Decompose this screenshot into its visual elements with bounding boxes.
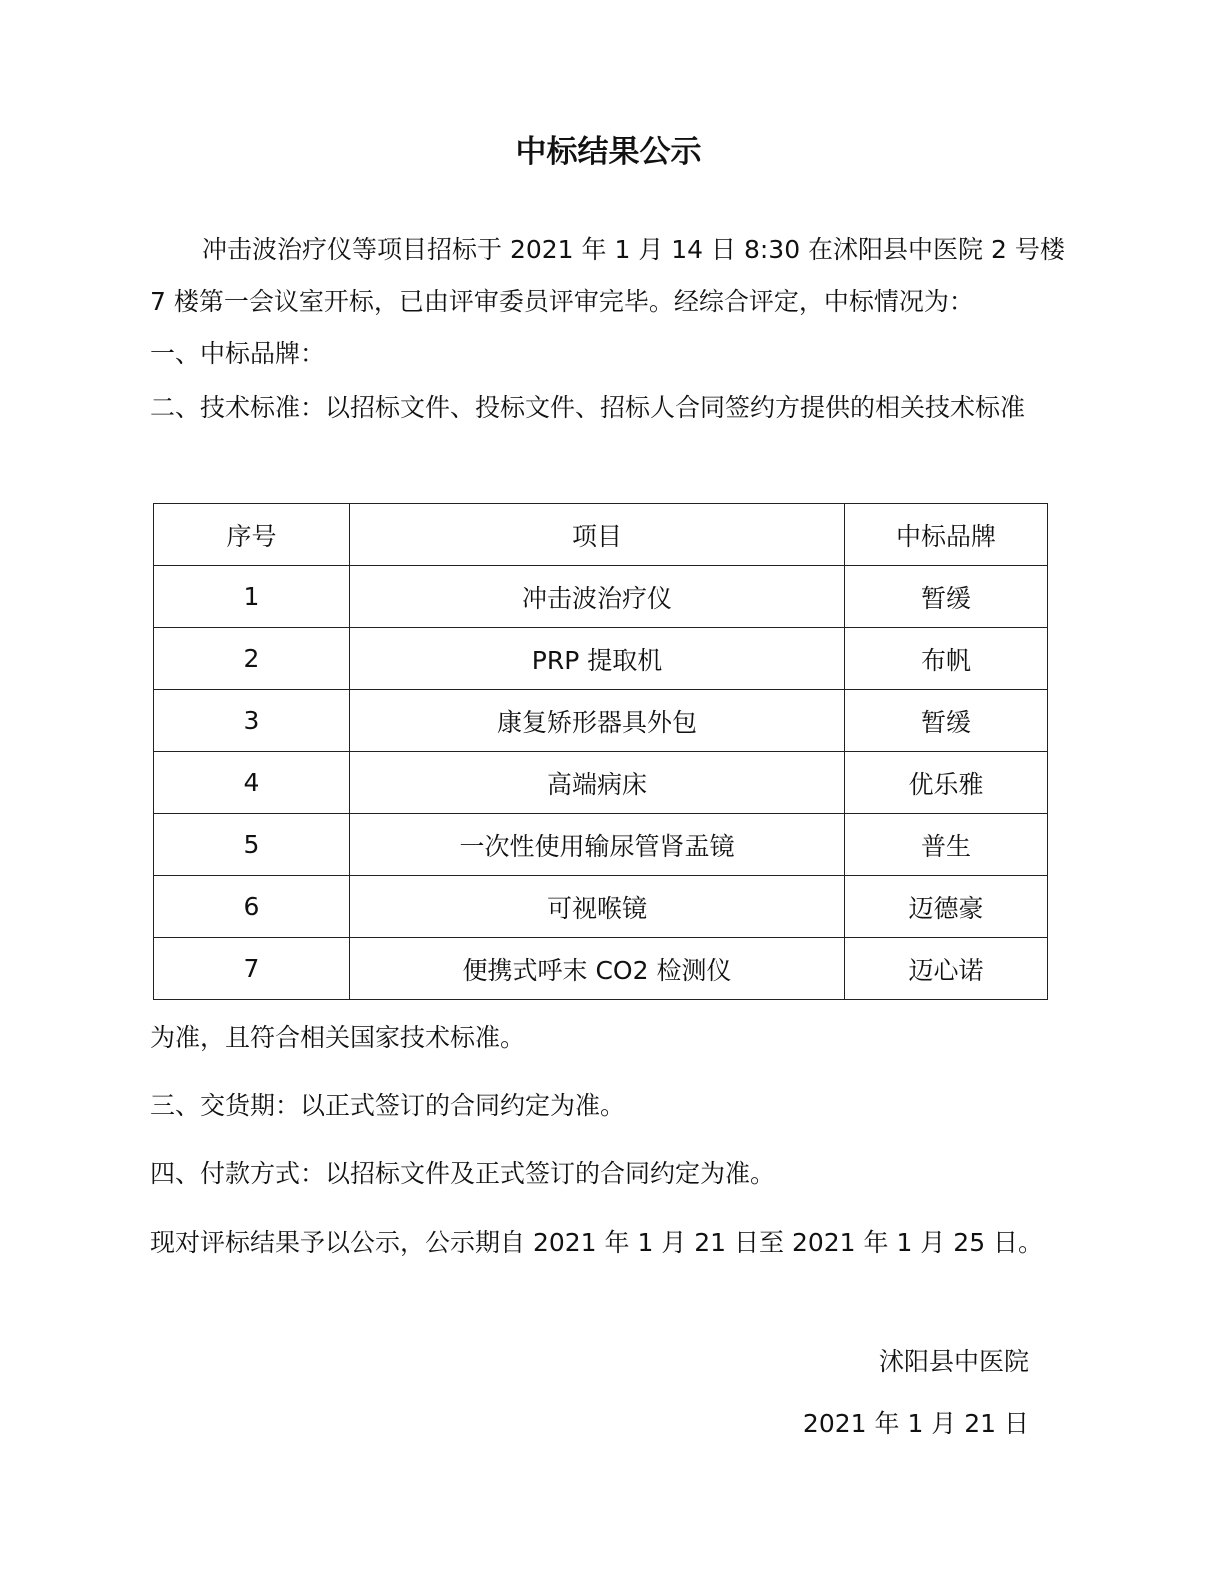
section-delivery-period: 三、交货期：以正式签订的合同约定为准。 — [150, 1091, 626, 1120]
table-row — [154, 876, 1048, 938]
table-header-row — [154, 504, 1048, 566]
table-row — [154, 938, 1048, 1000]
cell-brand: 暂缓 — [845, 566, 1048, 628]
cell-project: 便携式呼末 CO2 检测仪 — [350, 938, 845, 1000]
header-index: 序号 — [154, 504, 350, 566]
cell-brand: 迈心诺 — [845, 938, 1048, 1000]
cell-index: 3 — [154, 690, 350, 752]
cell-index: 6 — [154, 876, 350, 938]
cell-index: 4 — [154, 752, 350, 814]
cell-project: 高端病床 — [350, 752, 845, 814]
cell-brand: 布帆 — [845, 628, 1048, 690]
cell-brand: 普生 — [845, 814, 1048, 876]
cell-brand: 暂缓 — [845, 690, 1048, 752]
table-row — [154, 690, 1048, 752]
intro-text: 冲击波治疗仪等项目招标于 2021 年 1 月 14 日 8:30 在沭阳县中医院 2 号楼 7 楼第一会议室开标，已由评审委员评审完毕。经综合评定，中标情况为： — [150, 235, 1065, 316]
table-row — [154, 628, 1048, 690]
header-project: 项目 — [350, 504, 845, 566]
issue-date: 2021 年 1 月 21 日 — [802, 1409, 1029, 1438]
cell-brand: 优乐雅 — [845, 752, 1048, 814]
section-payment-terms: 四、付款方式：以招标文件及正式签订的合同约定为准。 — [150, 1159, 776, 1188]
cell-index: 7 — [154, 938, 350, 1000]
cell-project: 冲击波治疗仪 — [350, 566, 845, 628]
cell-project: PRP 提取机 — [350, 628, 845, 690]
cell-project: 一次性使用输尿管肾盂镜 — [350, 814, 845, 876]
section-winning-brand: 一、中标品牌： — [150, 339, 326, 368]
intro-paragraph — [150, 224, 1080, 328]
cell-project: 康复矫形器具外包 — [350, 690, 845, 752]
technical-standard-continued: 为准，且符合相关国家技术标准。 — [150, 1023, 526, 1052]
issuer-name: 沭阳县中医院 — [878, 1347, 1029, 1376]
cell-index: 2 — [154, 628, 350, 690]
table-row — [154, 752, 1048, 814]
results-table — [153, 503, 1048, 1000]
cell-brand: 迈德豪 — [845, 876, 1048, 938]
section-technical-standard: 二、技术标准：以招标文件、投标文件、招标人合同签约方提供的相关技术标准 — [150, 393, 1026, 422]
page-title: 中标结果公示 — [515, 134, 702, 170]
cell-index: 1 — [154, 566, 350, 628]
table-row — [154, 814, 1048, 876]
publicity-notice: 现对评标结果予以公示，公示期自 2021 年 1 月 21 日至 2021 年 1 月 25 日。 — [150, 1228, 1044, 1257]
cell-project: 可视喉镜 — [350, 876, 845, 938]
table-row — [154, 566, 1048, 628]
header-brand: 中标品牌 — [845, 504, 1048, 566]
cell-index: 5 — [154, 814, 350, 876]
